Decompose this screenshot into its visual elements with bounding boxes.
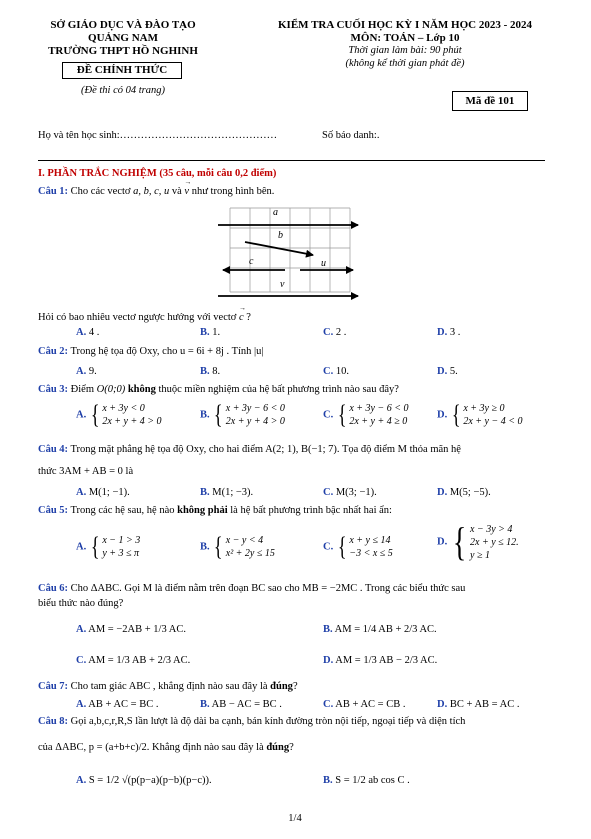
- q3-a-row1: x + 3y < 0: [102, 403, 145, 414]
- option-letter: B.: [323, 624, 333, 635]
- option-letter: B.: [323, 775, 333, 786]
- q7-text-a: Cho tam giác ABC , khẳng định nào sau đây là: [70, 681, 268, 692]
- q3-option-d[interactable]: D. { x + 3y ≥ 0 2x + y − 4 < 0: [437, 400, 523, 429]
- section-title: I. PHẦN TRẮC NGHIỆM (35 câu, mỗi câu 0,2 điểm): [38, 168, 277, 179]
- q1-vectors: a, b, c, u: [133, 186, 170, 197]
- q8-end: ?: [289, 742, 294, 753]
- q5-option-d[interactable]: D. { x − 3y > 4 2x + y ≤ 12. y ≥ 1: [437, 519, 519, 564]
- q3-option-d-label: D.: [437, 409, 448, 421]
- divider: [38, 160, 545, 161]
- q4-option-b[interactable]: [200, 487, 253, 498]
- option-letter: D.: [437, 699, 448, 710]
- option-letter: D.: [437, 487, 448, 498]
- q1-text-a: Cho các vectơ: [70, 186, 131, 197]
- option-letter: B.: [200, 366, 210, 377]
- q5-d-row1: x − 3y > 4: [470, 523, 513, 535]
- q1-option-b[interactable]: [200, 327, 220, 338]
- q6-option-d[interactable]: [323, 655, 437, 666]
- q5-label: Câu 5:: [38, 505, 69, 516]
- school-name: TRƯỜNG THPT HỒ NGHINH: [48, 45, 198, 57]
- q1-question-end: ?: [246, 312, 251, 323]
- option-letter: A.: [76, 699, 87, 710]
- q3-point: O(0;0): [96, 384, 126, 395]
- option-letter: D.: [437, 327, 448, 338]
- option-letter: B.: [200, 327, 210, 338]
- q7-line: [38, 681, 298, 692]
- q5-b-row2: x² + 2y ≤ 15: [225, 548, 275, 559]
- q2-line: [38, 346, 263, 357]
- duration-line: Thời gian làm bài: 90 phút: [348, 45, 462, 56]
- q5-a-row2: y + 3 ≤ π: [102, 548, 140, 559]
- fig-label-u: u: [321, 258, 326, 269]
- option-text: 1.: [209, 327, 221, 338]
- fig-label-b: b: [278, 230, 283, 241]
- q5-c-row1: x + y ≤ 14: [349, 535, 391, 546]
- option-letter: A.: [76, 624, 87, 635]
- q7-label: Câu 7:: [38, 681, 69, 692]
- option-letter: A.: [76, 775, 87, 786]
- option-letter: D.: [323, 655, 334, 666]
- option-text: S = 1/2 √(p(p−a)(p−b)(p−c)).: [86, 775, 212, 786]
- official-exam-box: ĐỀ CHÍNH THỨC: [62, 62, 182, 79]
- q2-label: Câu 2:: [38, 346, 69, 357]
- q4-option-c[interactable]: [323, 487, 377, 498]
- dept-name: SỞ GIÁO DỤC VÀ ĐÀO TẠO: [50, 19, 196, 31]
- option-text: AM = 1/3 AB − 2/3 AC.: [333, 655, 438, 666]
- option-letter: D.: [437, 366, 448, 377]
- q8-bold: đúng: [266, 742, 290, 753]
- q1-question-text: Hỏi có bao nhiêu vectơ ngược hướng với vectơ: [38, 312, 237, 323]
- q8-option-b[interactable]: [323, 775, 410, 786]
- q8-label: Câu 8:: [38, 716, 69, 727]
- q3-text-a: Điểm: [70, 384, 94, 395]
- option-text: M(3; −1).: [333, 487, 377, 498]
- q5-option-d-label: D.: [437, 536, 448, 548]
- q3-option-a-label: A.: [76, 409, 87, 421]
- option-letter: A.: [76, 366, 87, 377]
- q2-option-a[interactable]: [76, 366, 97, 377]
- option-text: 9.: [86, 366, 97, 377]
- option-letter: C.: [76, 655, 87, 666]
- q5-bold: không phải: [177, 505, 228, 516]
- q5-text-b: là hệ bất phương trình bậc nhất hai ẩn:: [230, 505, 392, 516]
- option-text: 3 .: [447, 327, 461, 338]
- option-letter: C.: [323, 487, 334, 498]
- q1-question: [38, 312, 251, 323]
- option-text: AM = 1/3 AB + 2/3 AC.: [86, 655, 191, 666]
- q2-option-b[interactable]: [200, 366, 220, 377]
- option-letter: C.: [323, 699, 334, 710]
- fig-label-a: a: [273, 207, 278, 218]
- q6-line: [38, 583, 465, 594]
- q5-c-row2: −3 < x ≤ 5: [349, 548, 393, 559]
- q3-option-b-label: B.: [200, 409, 210, 421]
- q6-text-b: biểu thức nào đúng?: [38, 598, 124, 609]
- q5-option-b[interactable]: B. { x − y < 4 x² + 2y ≤ 15: [200, 532, 275, 561]
- q4-text-a: Trong mặt phẳng hệ tọa độ Oxy, cho hai điểm A(2; 1), B(−1; 7). Tọa độ điểm M thỏa mãn hệ: [70, 444, 461, 455]
- q1-option-d[interactable]: [437, 327, 460, 338]
- q5-option-a[interactable]: A. { x − 1 > 3 y + 3 ≤ π: [76, 532, 141, 561]
- q5-a-row1: x − 1 > 3: [102, 535, 141, 546]
- q2-option-d[interactable]: [437, 366, 458, 377]
- q3-b-row2: 2x + y + 4 > 0: [225, 416, 285, 427]
- page-number: 1/4: [288, 813, 302, 824]
- student-id-label: Số báo danh:.: [322, 130, 380, 141]
- option-letter: A.: [76, 487, 87, 498]
- option-text: 5.: [447, 366, 458, 377]
- q1-vector-v: → v: [184, 186, 189, 197]
- exam-title: KIỂM TRA CUỐI HỌC KỲ I NĂM HỌC 2023 - 2024: [277, 19, 533, 31]
- q4-line: [38, 444, 461, 455]
- q7-option-d[interactable]: [437, 699, 519, 710]
- q8-line: [38, 716, 465, 727]
- q7-end: ?: [292, 681, 298, 692]
- option-letter: A.: [76, 327, 87, 338]
- q3-a-row2: 2x + y + 4 > 0: [102, 416, 162, 427]
- q3-d-row2: 2x + y − 4 < 0: [463, 416, 523, 427]
- q6-option-a[interactable]: [76, 624, 186, 635]
- exam-code-box: Mã đề 101: [452, 91, 528, 111]
- q5-d-row2: 2x + y ≤ 12.: [470, 536, 519, 548]
- option-text: 4 .: [86, 327, 100, 338]
- q2-option-c[interactable]: [323, 366, 349, 377]
- q3-c-row1: x + 3y − 6 < 0: [349, 403, 409, 414]
- option-text: AM = 1/4 AB + 2/3 AC.: [332, 624, 437, 635]
- duration-note: (không kể thời gian phát đề): [345, 58, 465, 69]
- q1-line: [38, 186, 274, 197]
- q3-d-row1: x + 3y ≥ 0: [463, 403, 505, 414]
- option-letter: B.: [200, 487, 210, 498]
- q3-b-row1: x + 3y − 6 < 0: [225, 403, 285, 414]
- q4-label: Câu 4:: [38, 444, 69, 455]
- q5-line: [38, 505, 392, 516]
- q3-label: Câu 3:: [38, 384, 69, 395]
- q3-c-row2: 2x + y + 4 ≥ 0: [349, 416, 408, 427]
- q1-option-c[interactable]: [323, 327, 346, 338]
- q6-text-a: Cho ΔABC. Gọi M là điểm nằm trên đoạn BC sao cho MB = −2MC . Trong các biểu thức sau: [70, 583, 466, 594]
- q8-text-a: Gọi a,b,c,r,R,S lần lượt là độ dài ba cạnh, bán kính đường tròn nội tiếp, ngoại tiếp và diện tích: [70, 716, 466, 727]
- q3-line: [38, 384, 399, 395]
- q2-text: Trong hệ tọa độ Oxy, cho u = 6i + 8j . Tính |u|: [70, 346, 264, 357]
- q6-option-b[interactable]: [323, 624, 437, 635]
- q1-text-c: như trong hình bên.: [191, 186, 275, 197]
- option-text: BC + AB = AC .: [447, 699, 520, 710]
- option-letter: B.: [200, 699, 210, 710]
- q5-d-row3: y ≥ 1: [470, 549, 490, 561]
- q7-option-c[interactable]: [323, 699, 405, 710]
- student-name-label: Họ và tên học sinh:………………………………………: [38, 130, 278, 141]
- option-text: AB + AC = CB .: [333, 699, 406, 710]
- q3-option-a[interactable]: A. { x + 3y < 0 2x + y + 4 > 0: [76, 400, 162, 429]
- option-text: M(1; −3).: [209, 487, 254, 498]
- q3-option-c-label: C.: [323, 409, 334, 421]
- q1-vector-c: → c: [239, 312, 244, 323]
- q4-option-d[interactable]: [437, 487, 491, 498]
- q5-b-row1: x − y < 4: [225, 535, 264, 546]
- option-text: AB − AC = BC .: [209, 699, 282, 710]
- option-text: S = 1/2 ab cos C .: [332, 775, 410, 786]
- option-text: AB + AC = BC .: [86, 699, 159, 710]
- q5-option-a-label: A.: [76, 541, 87, 553]
- q6-option-c[interactable]: [76, 655, 190, 666]
- vector-b-arrow: [245, 242, 313, 255]
- q1-option-a[interactable]: [76, 327, 99, 338]
- q1-label: Câu 1:: [38, 186, 69, 197]
- q4-option-a[interactable]: [76, 487, 130, 498]
- q7-option-b[interactable]: [200, 699, 282, 710]
- option-text: 10.: [333, 366, 349, 377]
- q5-option-c[interactable]: C. { x + y ≤ 14 −3 < x ≤ 5: [323, 532, 393, 561]
- vector-figure: [215, 200, 365, 310]
- q8-line2: [38, 742, 294, 753]
- q8-text-b: của ΔABC, p = (a+b+c)/2. Khẳng định nào sau đây là: [38, 742, 264, 753]
- q5-option-b-label: B.: [200, 541, 210, 553]
- option-text: M(5; −5).: [447, 487, 491, 498]
- q7-bold: đúng: [270, 681, 293, 692]
- option-letter: C.: [323, 327, 334, 338]
- q3-option-c[interactable]: C. { x + 3y − 6 < 0 2x + y + 4 ≥ 0: [323, 400, 409, 429]
- q7-option-a[interactable]: [76, 699, 158, 710]
- subject-line: MÔN: TOÁN – Lớp 10: [350, 32, 460, 44]
- q8-option-a[interactable]: [76, 775, 212, 786]
- fig-label-c: c: [249, 256, 254, 267]
- option-text: M(1; −1).: [86, 487, 130, 498]
- q5-text-a: Trong các hệ sau, hệ nào: [70, 505, 175, 516]
- option-text: AM = −2AB + 1/3 AC.: [86, 624, 186, 635]
- option-text: 2 .: [333, 327, 347, 338]
- fig-label-v: v: [280, 279, 285, 290]
- pages-note: (Đề thi có 04 trang): [81, 85, 165, 96]
- q3-option-b[interactable]: B. { x + 3y − 6 < 0 2x + y + 4 > 0: [200, 400, 285, 429]
- q6-label: Câu 6:: [38, 583, 69, 594]
- q4-text-b: thức 3AM + AB = 0 là: [38, 466, 134, 477]
- option-text: 8.: [209, 366, 221, 377]
- q3-bold: không: [127, 384, 156, 395]
- q3-text-b: thuộc miền nghiệm của hệ bất phương trình nào sau đây?: [158, 384, 399, 395]
- q1-text-b: và: [171, 186, 182, 197]
- q5-option-c-label: C.: [323, 541, 334, 553]
- province-name: QUẢNG NAM: [88, 32, 158, 44]
- option-letter: C.: [323, 366, 334, 377]
